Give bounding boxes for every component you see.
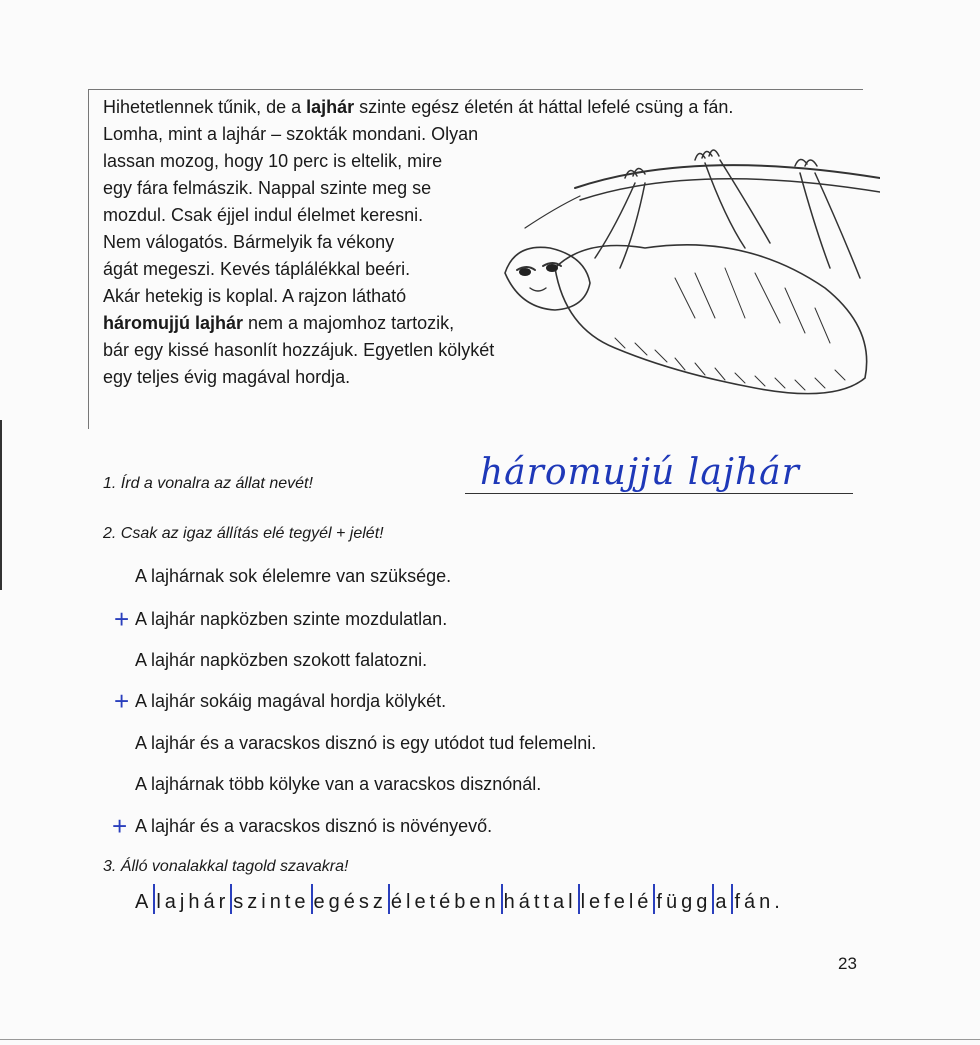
statement-3[interactable]: A lajhár napközben szokott falatozni. [135, 650, 428, 670]
plus-mark: + [112, 811, 128, 841]
page-edge-mark [0, 420, 2, 590]
word: függ [656, 891, 712, 913]
statement-7[interactable]: A lajhár és a varacskos disznó is növényevő. [135, 816, 493, 836]
statement-5[interactable]: A lajhár és a varacskos disznó is egy utódot tud felemelni. [135, 733, 597, 753]
passage-line: egy teljes évig magával hordja. [103, 367, 351, 387]
sloth-illustration [495, 138, 880, 418]
word: a [715, 891, 731, 913]
passage-line: Akár hetekig is koplal. A rajzon látható [103, 286, 407, 306]
question-1-answer[interactable]: háromujjú lajhár [480, 452, 800, 493]
plus-mark: + [114, 604, 130, 634]
word: egész [313, 891, 387, 913]
passage-line: egy fára felmászik. Nappal szinte meg se [103, 178, 432, 198]
divider-stroke [311, 884, 313, 914]
word: fán. [734, 891, 784, 913]
question-3-prompt: 3. Álló vonalakkal tagold szavakra! [103, 858, 349, 875]
passage-line: Nem válogatós. Bármelyik fa vékony [103, 232, 395, 252]
passage-line: lassan mozog, hogy 10 perc is eltelik, mire [103, 151, 443, 171]
word: A [135, 891, 153, 913]
word-segmentation-row[interactable] [135, 884, 784, 914]
passage-line: bár egy kissé hasonlít hozzájuk. Egyetlen kölykét [103, 340, 495, 360]
text-frame-top-border [88, 89, 863, 90]
answer-line [465, 493, 853, 494]
plus-mark: + [114, 686, 130, 716]
question-1-prompt: 1. Írd a vonalra az állat nevét! [103, 475, 313, 492]
word: háttal [503, 891, 577, 913]
question-2-prompt: 2. Csak az igaz állítás elé tegyél + jelét! [103, 525, 384, 542]
divider-stroke [501, 884, 503, 914]
statement-2[interactable]: A lajhár napközben szinte mozdulatlan. [135, 609, 448, 629]
passage-line: mozdul. Csak éjjel indul élelmet keresni. [103, 205, 424, 225]
divider-stroke [388, 884, 390, 914]
page-number: 23 [838, 954, 857, 973]
passage-line: Lomha, mint a lajhár – szokták mondani. Olyan [103, 124, 479, 144]
word: életében [390, 891, 500, 913]
statement-6[interactable]: A lajhárnak több kölyke van a varacskos disznónál. [135, 774, 542, 794]
passage-line: háromujjú lajhár nem a majomhoz tartozik, [103, 313, 455, 333]
statement-1[interactable]: A lajhárnak sok élelemre van szüksége. [135, 566, 452, 586]
passage-line: ágát megeszi. Kevés táplálékkal beéri. [103, 259, 411, 279]
statement-4[interactable]: A lajhár sokáig magával hordja kölykét. [135, 691, 447, 711]
word: lajhár [156, 891, 230, 913]
divider-stroke [578, 884, 580, 914]
page-bottom-rule [0, 1039, 980, 1040]
text-frame-left-border [88, 89, 89, 429]
word: szinte [233, 891, 310, 913]
passage-line: Hihetetlennek tűnik, de a lajhár szinte egész életén át háttal lefelé csüng a fán. [103, 97, 734, 117]
word: lefelé [580, 891, 653, 913]
divider-stroke [230, 884, 232, 914]
